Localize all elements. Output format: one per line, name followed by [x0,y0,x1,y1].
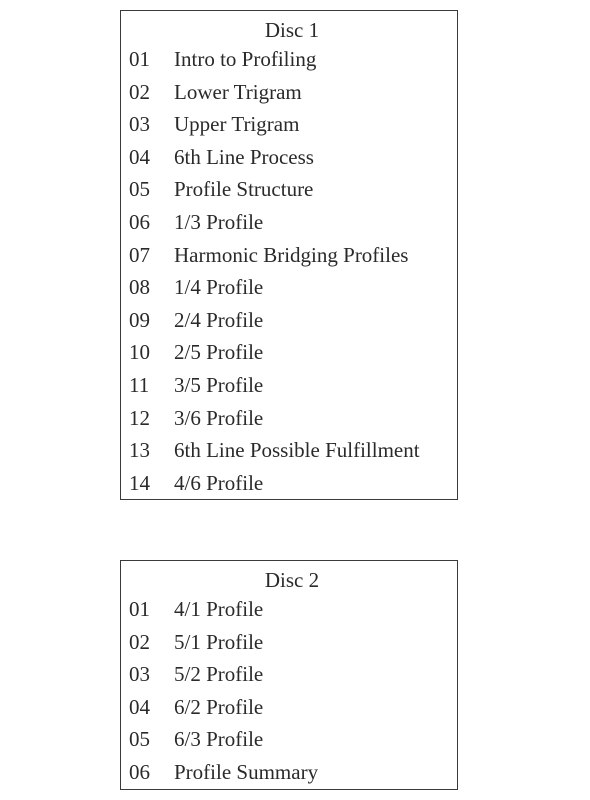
disc-title: Disc 1 [264,18,320,42]
track-number: 02 [129,79,150,104]
track-row [121,141,457,174]
track-row [121,369,457,402]
track-row [121,723,457,756]
track-row [121,76,457,109]
track-number: 10 [129,340,150,365]
track-number: 06 [129,209,150,234]
track-row [121,626,457,659]
track-title: 6th Line Process [174,144,314,169]
track-number: 04 [129,144,150,169]
track-row [121,402,457,435]
track-title: Profile Structure [174,177,314,202]
track-number: 01 [129,47,150,71]
track-title: Intro to Profiling [174,47,317,71]
track-title: Upper Trigram [174,112,300,137]
track-title: 4/1 Profile [174,597,264,621]
track-title: 4/6 Profile [174,470,264,495]
track-number: 03 [129,662,150,687]
track-title: Profile Summary [174,759,319,784]
track-number: 05 [129,727,150,752]
track-number: 08 [129,275,150,300]
track-row [121,434,457,467]
track-row [121,658,457,691]
track-number: 09 [129,307,150,332]
track-row [121,271,457,304]
track-title: 2/4 Profile [174,307,264,332]
track-title: 1/4 Profile [174,275,264,300]
track-number: 13 [129,438,150,463]
track-number: 06 [129,759,150,784]
track-title: 6th Line Possible Fulfillment [174,438,420,463]
track-number: 11 [129,372,150,397]
track-number: 03 [129,112,150,137]
disc-title: Disc 2 [264,568,320,592]
track-title: 2/5 Profile [174,340,264,365]
track-list [121,43,457,499]
track-row [121,756,457,789]
track-title: Harmonic Bridging Profiles [174,242,409,267]
track-row [121,206,457,239]
track-row [121,43,457,76]
track-title: 5/2 Profile [174,662,264,687]
track-list [121,593,457,789]
track-row [121,593,457,626]
disc-1-tracklist [120,10,458,500]
track-title: Lower Trigram [174,79,302,104]
track-number: 07 [129,242,150,267]
track-number: 02 [129,629,150,654]
track-number: 12 [129,405,150,430]
track-number: 01 [129,597,150,621]
track-title: 3/5 Profile [174,372,264,397]
track-title: 5/1 Profile [174,629,264,654]
track-number: 05 [129,177,150,202]
track-row [121,108,457,141]
track-title: 3/6 Profile [174,405,264,430]
track-row [121,336,457,369]
track-number: 04 [129,694,150,719]
track-row [121,467,457,500]
track-title: 6/3 Profile [174,727,264,752]
track-row [121,239,457,272]
track-title: 1/3 Profile [174,209,264,234]
track-title: 6/2 Profile [174,694,264,719]
track-number: 14 [129,470,150,495]
track-row [121,691,457,724]
disc-2-tracklist [120,560,458,790]
track-row [121,304,457,337]
track-row [121,173,457,206]
